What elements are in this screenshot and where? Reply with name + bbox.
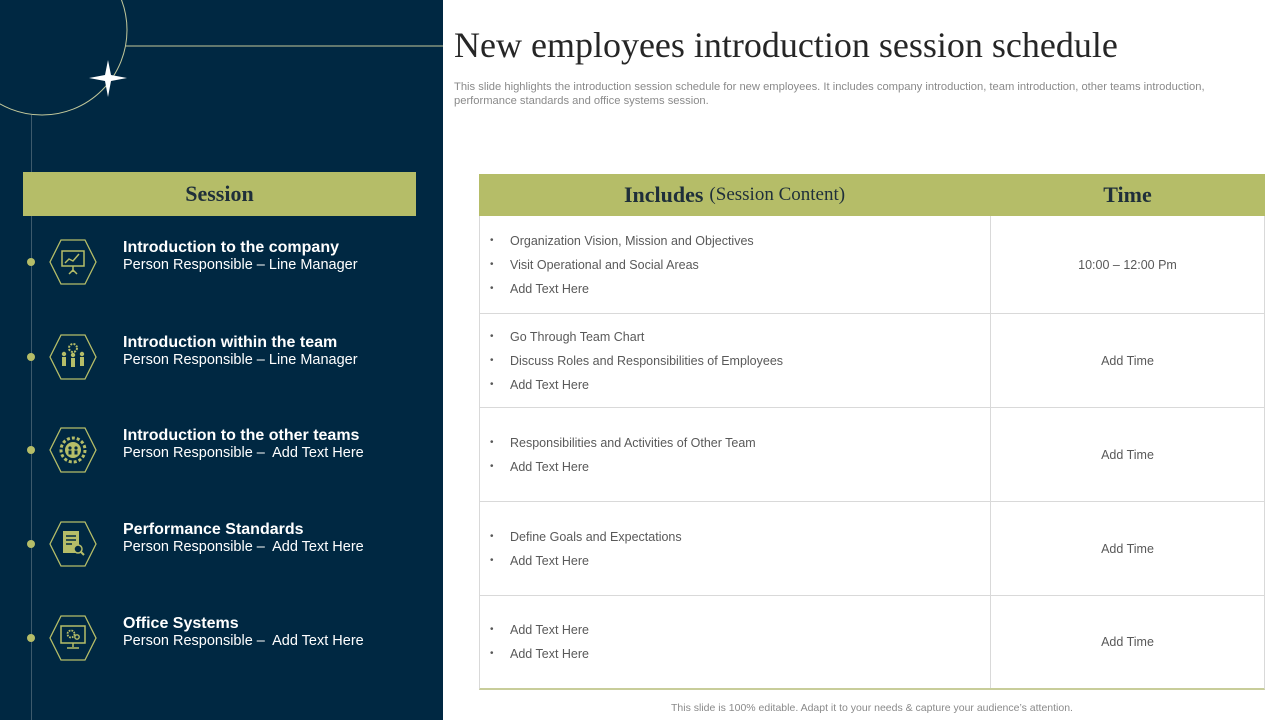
includes-cell [480,596,991,688]
presentation-icon [49,239,97,285]
table-body [479,216,1265,690]
time-cell: Add Time [1101,635,1154,649]
header-time: Time [1103,182,1152,207]
list-item [490,525,990,549]
bullet-mark: • [490,282,494,294]
session-person: Person Responsible – Line Manager [123,352,358,368]
group-gear-icon [49,427,97,473]
list-item [490,325,990,349]
session-item-company [0,232,443,292]
time-cell: Add Time [1101,541,1154,556]
session-person: Person Responsible – Add Text Here [123,445,364,461]
session-title: Office Systems [123,615,239,632]
bullet-mark: • [490,554,494,566]
bullet-mark: • [490,354,494,366]
list-item-text: Add Text Here [510,459,589,474]
session-header [23,172,416,216]
list-item-text: Add Text Here [510,377,589,392]
session-item-team [0,327,443,387]
timeline-dot [27,540,35,548]
schedule-table [479,174,1265,690]
page-title: New employees introduction session schedule [454,25,1118,65]
left-panel [0,0,443,720]
session-title: Introduction within the team [123,334,338,351]
session-header-label: Session [185,181,254,206]
bullet-mark: • [490,378,494,390]
timeline-dot [27,353,35,361]
header-includes-bold: Includes [623,182,704,207]
list-item [490,549,990,573]
timeline-dot [27,258,35,266]
list-item [490,455,990,479]
list-item [490,277,990,301]
list-item-text: Discuss Roles and Responsibilities of Employees [510,353,784,368]
bullet-mark: • [490,648,494,659]
list-item-text: Organization Vision, Mission and Objectives [510,233,754,248]
header-includes [479,174,990,216]
list-item [490,618,990,642]
time-cell: Add Time [1101,353,1154,368]
session-title: Introduction to the other teams [123,427,360,444]
footer-note: This slide is 100% editable. Adapt it to your needs & capture your audience’s attention. [671,702,1073,714]
table-row [480,407,1264,501]
list-item-text: Add Text Here [510,623,589,637]
time-cell: 10:00 – 12:00 Pm [1078,257,1177,272]
session-person: Person Responsible – Add Text Here [123,539,364,555]
list-item [490,373,990,397]
page-description: This slide highlights the introduction session schedule for new employees. It includes company introduction, team introduction, other teams introduction, performance standards and office systems session. [454,81,1205,107]
bullet-mark: • [490,624,494,635]
table-header [479,174,1265,216]
list-item-text: Add Text Here [510,281,589,296]
document-search-icon [49,521,97,567]
session-person: Person Responsible – Add Text Here [123,633,364,649]
bullet-mark: • [490,436,494,448]
includes-cell [480,314,991,407]
timeline-dot [27,634,35,642]
list-item-text: Visit Operational and Social Areas [510,257,699,272]
table-row [480,595,1264,688]
list-item [490,642,990,666]
monitor-gear-icon [49,615,97,661]
decorative-arc-icon [0,0,443,130]
table-row [480,216,1264,313]
session-title: Performance Standards [123,521,304,538]
list-item-text: Go Through Team Chart [510,329,645,344]
session-title: Introduction to the company [123,239,339,256]
table-row [480,313,1264,407]
list-item [490,431,990,455]
team-gear-icon [49,334,97,380]
table-row [480,501,1264,595]
bullet-mark: • [490,258,494,270]
session-item-other-teams [0,420,443,480]
bullet-mark: • [490,530,494,542]
timeline-dot [27,446,35,454]
includes-cell [480,408,991,501]
session-item-performance [0,514,443,574]
bullet-mark: • [490,330,494,342]
session-item-office-systems [0,608,443,668]
list-item-text: Add Text Here [510,647,589,661]
list-item-text: Add Text Here [510,553,589,568]
list-item-text: Define Goals and Expectations [510,529,682,544]
list-item [490,253,990,277]
session-person: Person Responsible – Line Manager [123,257,358,273]
list-item-text: Responsibilities and Activities of Other Team [510,435,756,450]
list-item [490,349,990,373]
header-includes-normal: (Session Content) [709,184,846,205]
bullet-mark: • [490,234,494,246]
includes-cell [480,502,991,595]
list-item [490,229,990,253]
time-cell: Add Time [1101,447,1154,462]
bullet-mark: • [490,460,494,472]
includes-cell [480,216,991,313]
